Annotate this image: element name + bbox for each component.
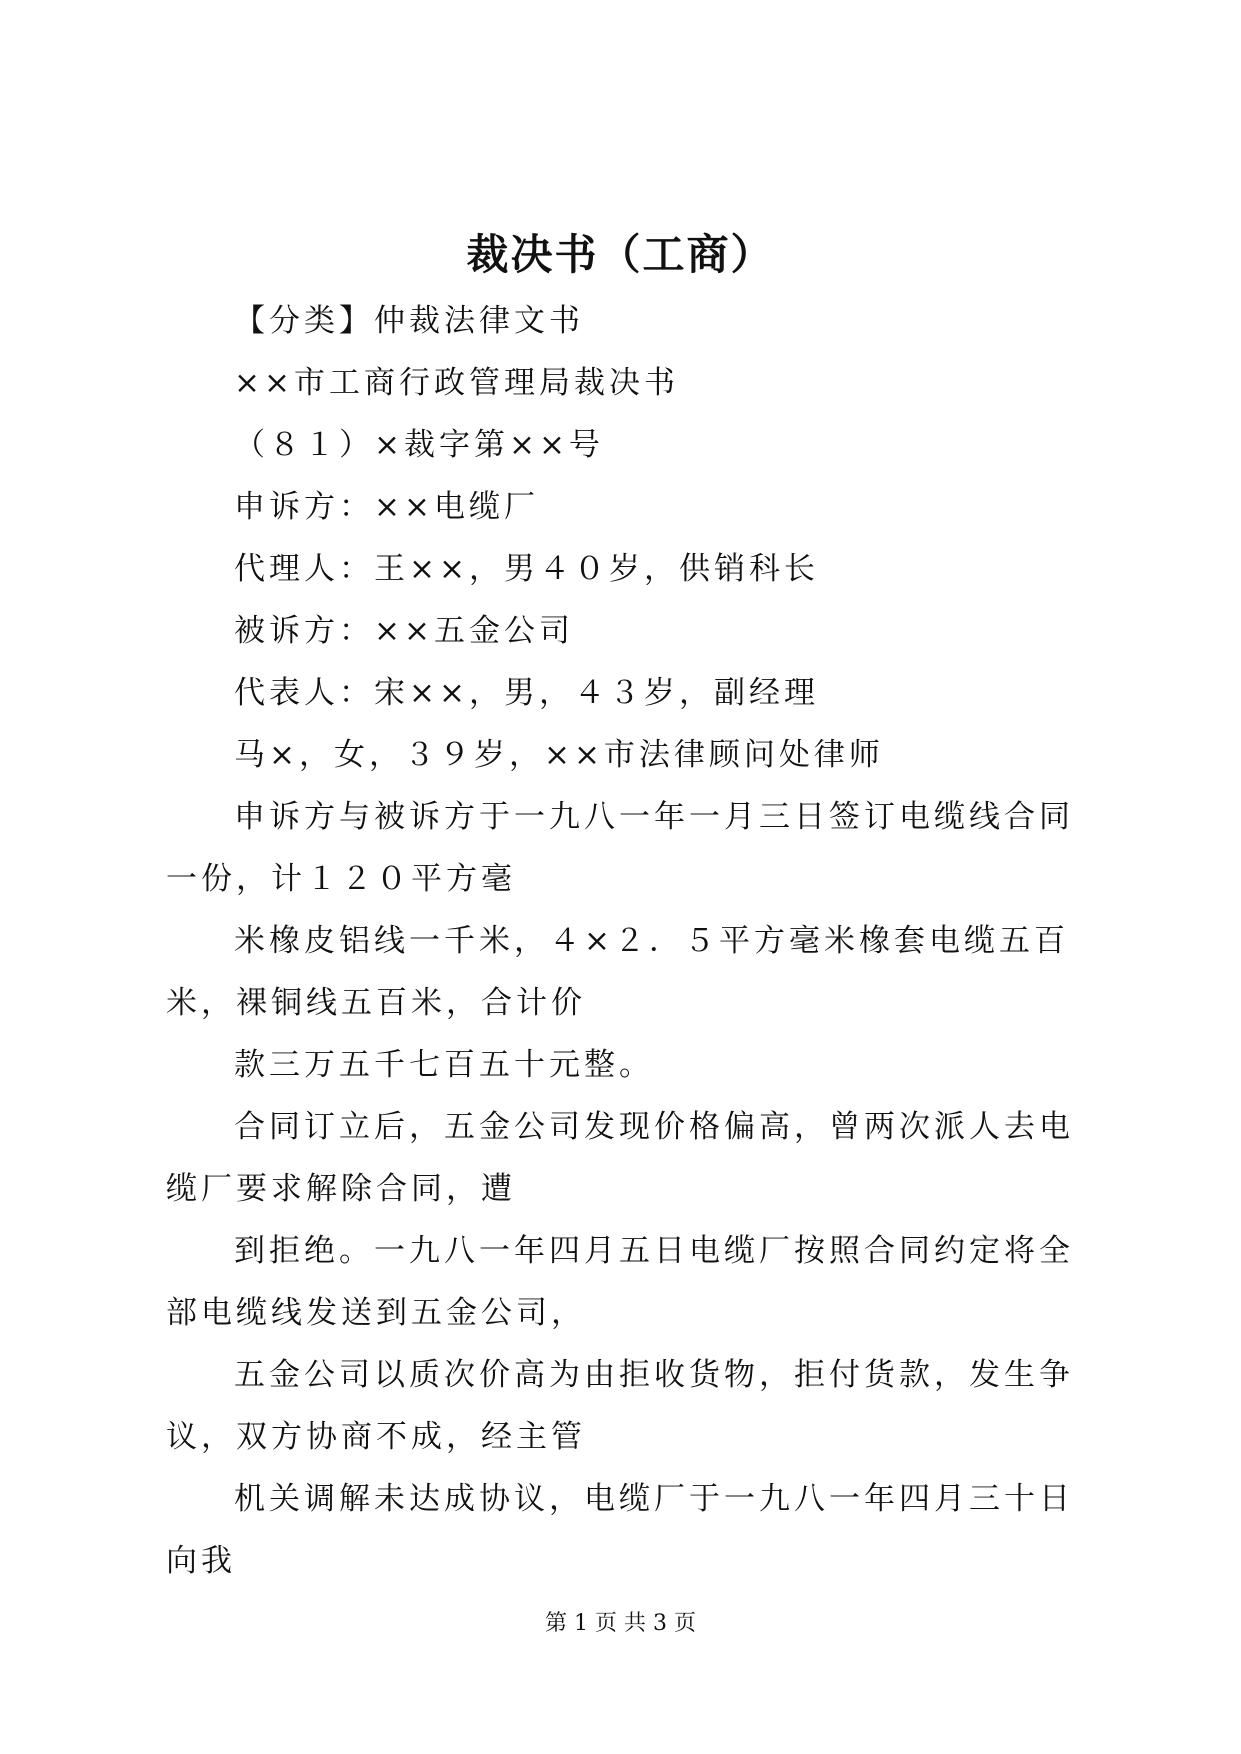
paragraph-facts-5: 到拒绝。一九八一年四月五日电缆厂按照合同约定将全部电缆线发送到五金公司， <box>166 1233 1074 1331</box>
paragraph-respondent-representative: 代表人：宋××，男，４３岁，副经理 <box>234 675 819 711</box>
paragraph-facts-1: 申诉方与被诉方于一九八一年一月三日签订电缆线合同一份，计１２０平方毫 <box>166 799 1074 897</box>
paragraph-case-number: （８１）×裁字第××号 <box>234 427 604 463</box>
paragraph-facts-7: 机关调解未达成协议，电缆厂于一九八一年四月三十日向我 <box>166 1481 1074 1579</box>
paragraph-category: 【分类】仲裁法律文书 <box>234 303 584 339</box>
document-body <box>166 290 1096 1592</box>
paragraph-complainant: 申诉方：××电缆厂 <box>234 489 539 525</box>
paragraph-issuer: ××市工商行政管理局裁决书 <box>234 365 679 401</box>
document-title: 裁决书（工商） <box>466 230 775 279</box>
paragraph-respondent: 被诉方：××五金公司 <box>234 613 574 649</box>
paragraph-facts-4: 合同订立后，五金公司发现价格偏高，曾两次派人去电缆厂要求解除合同，遭 <box>166 1109 1074 1207</box>
paragraph-facts-6: 五金公司以质次价高为由拒收货物，拒付货款，发生争议，双方协商不成，经主管 <box>166 1357 1074 1455</box>
paragraph-complainant-agent: 代理人：王××，男４０岁，供销科长 <box>234 551 819 587</box>
paragraph-facts-3: 款三万五千七百五十元整。 <box>234 1047 654 1083</box>
paragraph-facts-2: 米橡皮铝线一千米，４×２．５平方毫米橡套电缆五百米，裸铜线五百米，合计价 <box>166 923 1069 1021</box>
paragraph-respondent-lawyer: 马×，女，３９岁，××市法律顾问处律师 <box>234 737 884 773</box>
page-number-footer: 第 1 页 共 3 页 <box>545 1611 696 1636</box>
